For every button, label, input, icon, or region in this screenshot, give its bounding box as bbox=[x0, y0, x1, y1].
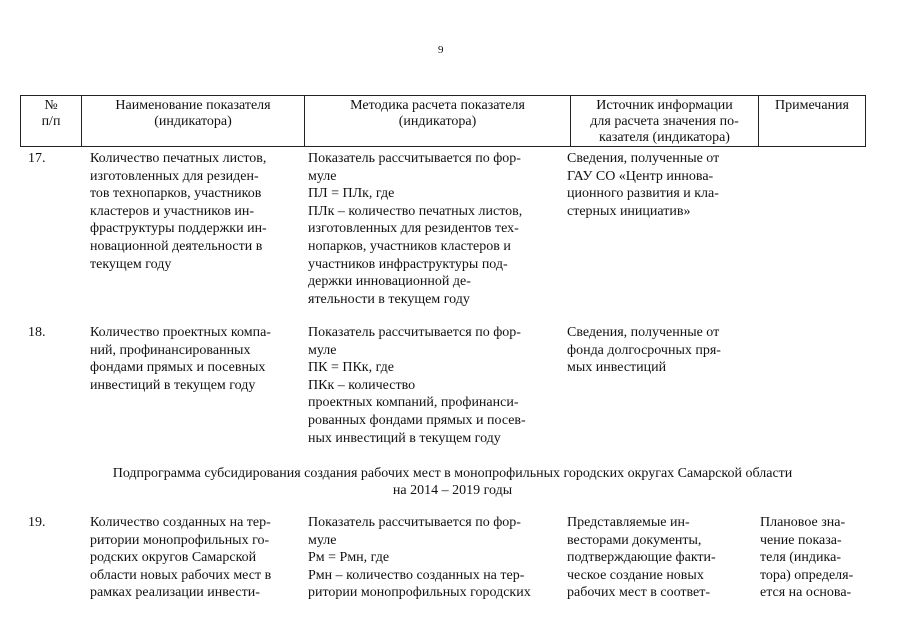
indicator-name bbox=[90, 324, 300, 394]
text-line: ПКк – количество bbox=[308, 377, 416, 393]
text-line: подтверждающие факти- bbox=[567, 550, 716, 566]
text-line: ется на основа- bbox=[760, 585, 852, 601]
header-source-line-3: казателя (индикатора) bbox=[599, 130, 730, 145]
text-line: Сведения, полученные от bbox=[567, 325, 720, 340]
information-source bbox=[567, 150, 757, 220]
text-line: инвестиций в текущем году bbox=[90, 377, 256, 393]
table-header bbox=[20, 95, 866, 147]
text-line: родских округов Самарской bbox=[90, 550, 257, 566]
text-line: текущем году bbox=[90, 256, 172, 272]
subprogram-heading-line-1: Подпрограмма субсидирования создания рабочих мест в монопрофильных городских округах Самарской области bbox=[112, 466, 793, 481]
text-line: Представляемые ин- bbox=[567, 515, 690, 530]
row-number: 19. bbox=[28, 515, 46, 530]
text-line: изготовленных для резидентов тех- bbox=[308, 221, 519, 237]
header-method bbox=[305, 96, 570, 146]
text-line: ритории монопрофильных городских bbox=[308, 585, 531, 601]
text-line: кластеров и участников ин- bbox=[90, 203, 255, 219]
text-line: участников инфраструктуры под- bbox=[308, 256, 508, 272]
text-line: Рмн – количество созданных на тер- bbox=[308, 567, 525, 583]
indicator-name bbox=[90, 514, 300, 602]
text-line: Количество печатных листов, bbox=[90, 151, 267, 166]
header-name-line-2: (индикатора) bbox=[154, 114, 232, 129]
text-line: изготовленных для резиден- bbox=[90, 168, 259, 184]
text-line: Количество проектных компа- bbox=[90, 325, 271, 340]
text-line: ритории монопрофильных го- bbox=[90, 532, 270, 548]
header-num-line-2: п/п bbox=[41, 114, 61, 129]
text-line: теля (индика- bbox=[760, 550, 841, 566]
text-line: нопарков, участников кластеров и bbox=[308, 238, 511, 254]
information-source bbox=[567, 514, 757, 602]
text-line: ПК = ПКк, где bbox=[308, 360, 394, 376]
text-line: ционного развития и кла- bbox=[567, 186, 719, 202]
text-line: держки инновационной де- bbox=[308, 274, 471, 290]
header-num bbox=[21, 96, 81, 146]
header-method-line-1: Методика расчета показателя bbox=[350, 98, 525, 113]
text-line: тов технопарков, участников bbox=[90, 186, 262, 202]
text-line: Показатель рассчитывается по фор- bbox=[308, 151, 521, 166]
text-line: проектных компаний, профинанси- bbox=[308, 395, 519, 411]
text-line: рамках реализации инвести- bbox=[90, 585, 260, 601]
text-line: чение показа- bbox=[760, 532, 842, 548]
text-line: мых инвестиций bbox=[567, 360, 667, 376]
text-line: ятельности в текущем году bbox=[308, 291, 470, 307]
subprogram-heading-line-2: на 2014 – 2019 годы bbox=[392, 483, 513, 498]
text-line: тора) определя- bbox=[760, 567, 854, 583]
text-line: Рм = Рмн, где bbox=[308, 550, 390, 566]
text-line: ных инвестиций в текущем году bbox=[308, 430, 501, 446]
text-line: ний, профинансированных bbox=[90, 342, 251, 358]
text-line: Плановое зна- bbox=[760, 515, 846, 530]
calculation-method bbox=[308, 324, 563, 447]
text-line: области новых рабочих мест в bbox=[90, 567, 272, 583]
text-line: ПЛк – количество печатных листов, bbox=[308, 203, 523, 219]
header-method-line-2: (индикатора) bbox=[398, 114, 477, 129]
text-line: ПЛ = ПЛк, где bbox=[308, 186, 395, 202]
text-line: рованных фондами прямых и посев- bbox=[308, 412, 526, 428]
text-line: муле bbox=[308, 532, 337, 548]
text-line: муле bbox=[308, 342, 337, 358]
indicator-name bbox=[90, 150, 300, 273]
text-line: рабочих мест в соответ- bbox=[567, 585, 711, 601]
header-name-line-1: Наименование показателя bbox=[115, 98, 271, 113]
text-line: Сведения, полученные от bbox=[567, 151, 720, 166]
page-number: 9 bbox=[438, 44, 444, 56]
text-line: Количество созданных на тер- bbox=[90, 515, 271, 530]
calculation-method bbox=[308, 150, 563, 308]
header-notes bbox=[759, 96, 865, 146]
text-line: фраструктуры поддержки ин- bbox=[90, 221, 267, 237]
calculation-method bbox=[308, 514, 563, 602]
subprogram-heading bbox=[40, 465, 865, 499]
text-line: весторами документы, bbox=[567, 532, 702, 548]
header-notes-line-1: Примечания bbox=[774, 98, 849, 113]
text-line: ГАУ СО «Центр иннова- bbox=[567, 168, 714, 184]
text-line: фондами прямых и посевных bbox=[90, 360, 266, 376]
text-line: ческое создание новых bbox=[567, 567, 704, 583]
information-source bbox=[567, 324, 757, 377]
row-number: 18. bbox=[28, 325, 46, 340]
text-line: Показатель рассчитывается по фор- bbox=[308, 515, 521, 530]
header-name bbox=[82, 96, 304, 146]
header-source-line-1: Источник информации bbox=[596, 98, 733, 113]
text-line: Показатель рассчитывается по фор- bbox=[308, 325, 521, 340]
notes bbox=[760, 514, 870, 602]
row-number: 17. bbox=[28, 151, 46, 166]
header-num-line-1: № bbox=[44, 98, 58, 113]
text-line: муле bbox=[308, 168, 337, 184]
header-source bbox=[571, 96, 758, 146]
text-line: стерных инициатив» bbox=[567, 203, 691, 219]
text-line: фонда долгосрочных пря- bbox=[567, 342, 721, 358]
header-source-line-2: для расчета значения по- bbox=[590, 114, 739, 129]
text-line: новационной деятельности в bbox=[90, 238, 263, 254]
